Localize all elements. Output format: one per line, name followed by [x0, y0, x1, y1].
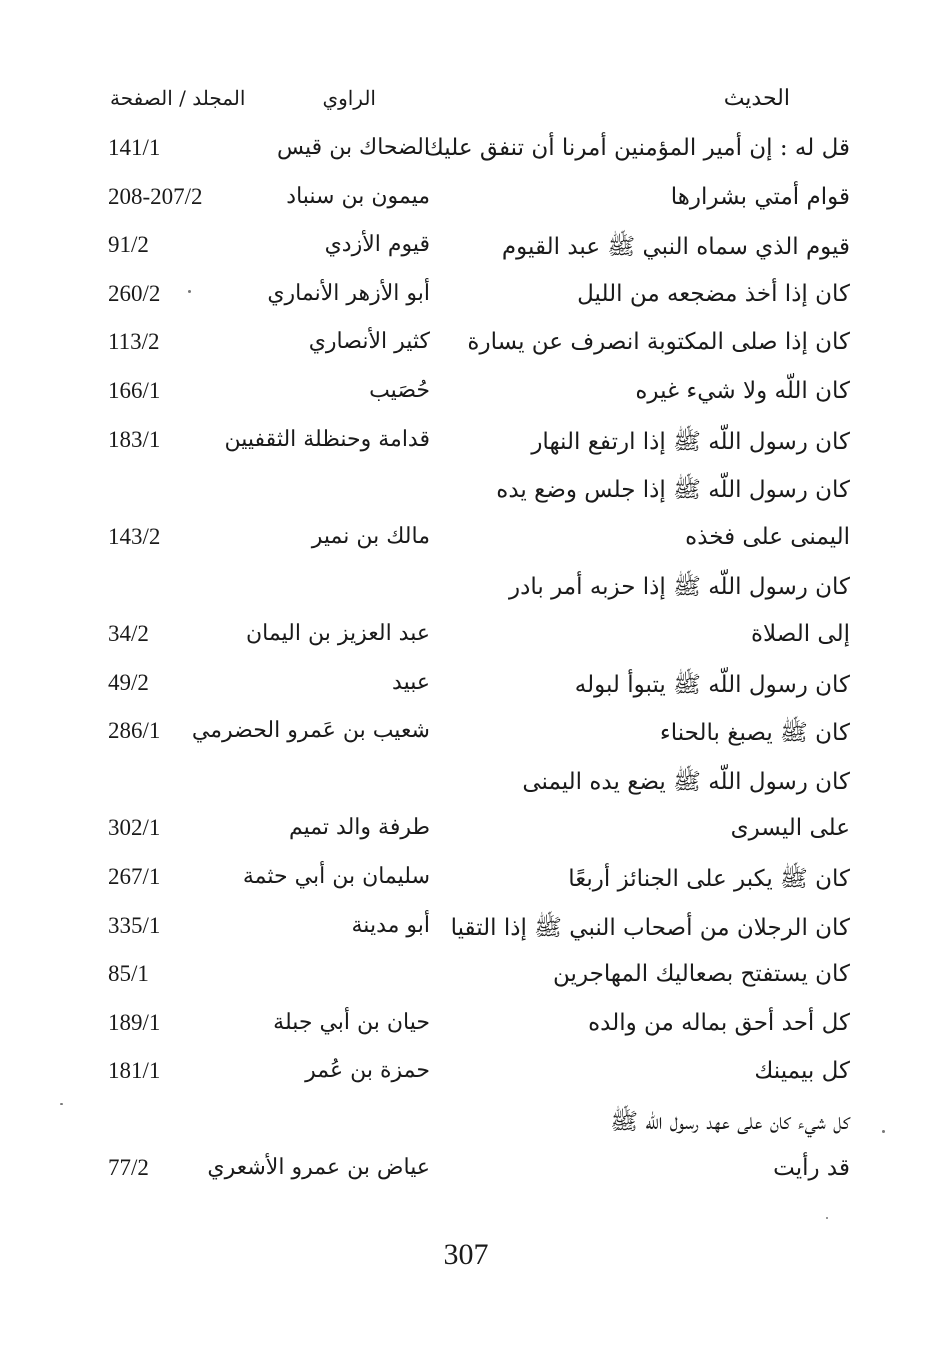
volume-page-ref: 208-207/2 [108, 183, 203, 209]
volume-page-ref: 85/1 [108, 961, 149, 987]
scan-speck [826, 1217, 828, 1219]
volume-page-ref: 166/1 [108, 377, 161, 403]
narrator-name: قدامة وحنظلة الثقفيين [224, 426, 430, 452]
narrator-name: عياض بن عمرو الأشعري [207, 1155, 430, 1181]
narrator-name: حُصَيب [369, 377, 430, 403]
volume-page-ref: 189/1 [108, 1009, 161, 1035]
list-item [0, 1000, 932, 1049]
hadith-index-list [0, 125, 932, 1194]
table-header [0, 82, 932, 118]
list-item [0, 854, 932, 903]
hadith-text: كان ﷺ يصبغ بالحناء [659, 720, 850, 747]
narrator-name: ميمون بن سنباد [286, 183, 430, 209]
list-item [0, 611, 932, 660]
hadith-text: كان رسول اللّه ﷺ إذا حزبه أمر بادر [509, 574, 850, 601]
list-item [0, 125, 932, 174]
hadith-text: كان رسول اللّه ﷺ يضع يده اليمنى [522, 768, 850, 795]
list-item [0, 757, 932, 806]
volume-page-ref: 181/1 [108, 1058, 161, 1084]
scan-speck [882, 1130, 885, 1133]
scan-speck [188, 290, 191, 293]
hadith-text: كل شيء كان على عهد رسول اللّه ﷺ [610, 1108, 850, 1135]
volume-page-ref: 49/2 [108, 669, 149, 695]
list-item [0, 903, 932, 952]
list-item [0, 951, 932, 1000]
hadith-text: كان يستفتح بصعاليك المهاجرين [553, 961, 850, 988]
hadith-text: قل له : إن أمير المؤمنين أمرنا أن تنفق عليك [424, 135, 850, 161]
header-narrator: الراوي [322, 86, 376, 110]
narrator-name: سليمان بن أبي حثمة [242, 863, 430, 889]
narrator-name: عبد العزيز بن اليمان [245, 620, 430, 646]
hadith-text: كان ﷺ يكبر على الجنائز أربعًا [568, 865, 850, 892]
hadith-text: كان رسول اللّه ﷺ إذا ارتفع النهار [531, 428, 850, 455]
list-item [0, 319, 932, 368]
narrator-name: حمزة بن عُمر [305, 1058, 430, 1084]
hadith-text: قد رأيت [773, 1155, 850, 1182]
hadith-text: إلى الصلاة [751, 620, 850, 647]
list-item [0, 562, 932, 611]
header-volume-page: المجلد / الصفحة [110, 86, 246, 110]
list-item [0, 805, 932, 854]
volume-page-ref: 260/2 [108, 280, 161, 306]
hadith-text: اليمنى على فخذه [685, 523, 850, 550]
hadith-text: كان إذا صلى المكتوبة انصرف عن يسارة [467, 329, 850, 356]
hadith-text: كان رسول اللّه ﷺ إذا جلس وضع يده [496, 477, 850, 504]
narrator-name: عبيد [392, 669, 430, 695]
page-number: 307 [443, 1238, 489, 1271]
volume-page-ref: 141/1 [108, 135, 161, 160]
list-item [0, 514, 932, 563]
volume-page-ref: 77/2 [108, 1155, 149, 1181]
volume-page-ref: 302/1 [108, 815, 161, 841]
narrator-name: الضحاك بن قيس [277, 135, 430, 160]
narrator-name: قيوم الأزدي [324, 232, 430, 258]
hadith-text: كل بيمينك [754, 1058, 850, 1085]
scan-speck [60, 1103, 63, 1105]
hadith-text: كل أحد أحق بماله من والده [588, 1009, 850, 1036]
narrator-name: أبو مدينة [351, 912, 430, 938]
volume-page-ref: 143/2 [108, 523, 161, 549]
volume-page-ref: 113/2 [108, 329, 160, 355]
hadith-text: كان اللّه ولا شيء غيره [635, 377, 850, 404]
list-item [0, 1048, 932, 1097]
hadith-text: قيوم الذي سماه النبي ﷺ عبد القيوم [501, 234, 850, 261]
volume-page-ref: 267/1 [108, 863, 161, 889]
volume-page-ref: 183/1 [108, 426, 161, 452]
volume-page-ref: 91/2 [108, 232, 149, 258]
narrator-name: أبو الأزهر الأنماري [267, 280, 430, 306]
list-item [0, 1145, 932, 1194]
list-item [0, 222, 932, 271]
narrator-name: كثير الأنصاري [308, 329, 430, 355]
hadith-text: كان الرجلان من أصحاب النبي ﷺ إذا التقيا [450, 914, 850, 941]
list-item [0, 174, 932, 223]
narrator-name: شعيب بن عَمرو الحضرمي [191, 718, 430, 744]
narrator-name: طرفة والد تميم [288, 815, 430, 841]
list-item [0, 271, 932, 320]
hadith-text: كان إذا أخذ مضجعه من الليل [577, 280, 850, 307]
list-item [0, 368, 932, 417]
list-item [0, 417, 932, 466]
volume-page-ref: 286/1 [108, 718, 161, 744]
header-hadith: الحديث [723, 86, 790, 111]
hadith-text: كان رسول اللّه ﷺ يتبوأ لبوله [574, 671, 850, 698]
list-item [0, 1097, 932, 1146]
narrator-name: مالك بن نمير [311, 523, 430, 549]
narrator-name: حيان بن أبي جبلة [273, 1009, 430, 1035]
list-item [0, 660, 932, 709]
hadith-text: على اليسرى [730, 815, 850, 842]
volume-page-ref: 335/1 [108, 912, 161, 938]
hadith-text: قوام أمتي بشرارها [670, 183, 850, 210]
list-item [0, 465, 932, 514]
list-item [0, 708, 932, 757]
volume-page-ref: 34/2 [108, 620, 149, 646]
